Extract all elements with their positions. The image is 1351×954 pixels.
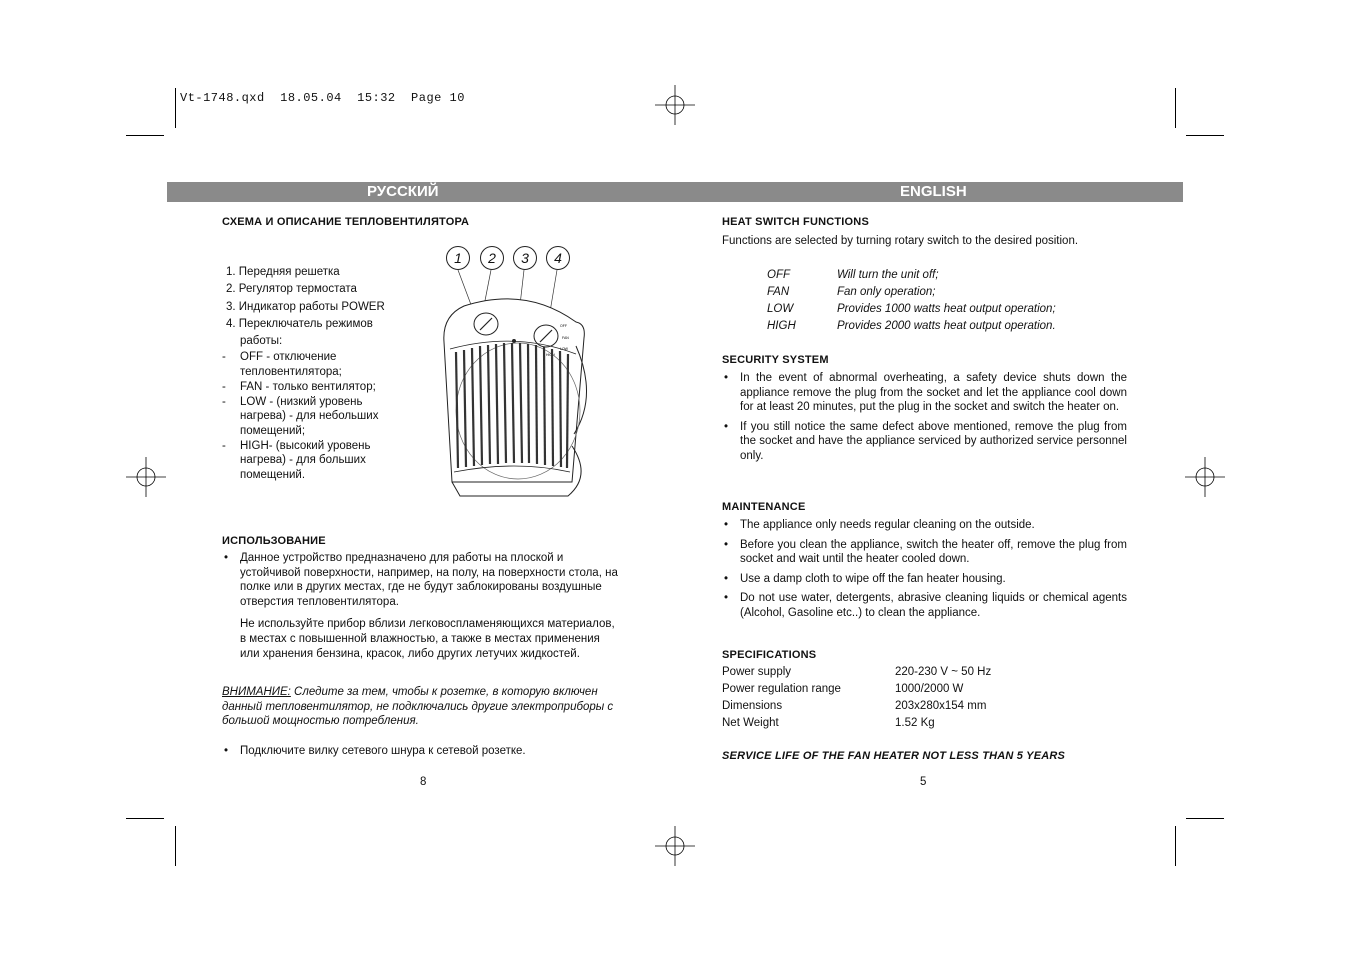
en-service-life: SERVICE LIFE OF THE FAN HEATER NOT LESS THAN 5 YEARS — [722, 750, 1066, 762]
list-item: работы: — [240, 335, 283, 348]
list-item: • The appliance only needs regular cleaning on the outside. — [722, 518, 1127, 533]
svg-text:HIGH: HIGH — [546, 353, 555, 357]
ru-warning — [222, 685, 632, 729]
list-item: - FAN - только вентилятор; — [222, 380, 400, 395]
list-item: • If you still notice the same defect above mentioned, remove the plug from the socket and have the appliance serviced by authorized service personnel only. — [722, 420, 1127, 464]
en-switch-intro: Functions are selected by turning rotary switch to the desired position. — [722, 235, 1079, 247]
table-row: Dimensions 203x280x154 mm — [722, 700, 987, 712]
list-item: • In the event of abnormal overheating, a safety device shuts down the appliance remove the plug from the socket and let the appliance cool down for at least 20 minutes, put the plug in the socket and switch the heater on. — [722, 371, 1127, 415]
warning-text: Следите за тем, чтобы к розетке, в которую включен данный тепловентилятор, не подключались другие электроприборы с большой мощностью потребления. — [222, 686, 614, 728]
en-specs-table — [722, 664, 991, 732]
ru-plug-item — [222, 744, 622, 759]
list-item: 3. Индикатор работы POWER — [226, 300, 385, 313]
registration-mark-icon — [126, 457, 166, 497]
warning-label: ВНИМАНИЕ: — [222, 686, 291, 698]
header-russian: РУССКИЙ — [367, 183, 439, 200]
table-row: Power regulation range 1000/2000 W — [722, 683, 964, 695]
ru-usage-block — [222, 551, 622, 661]
ru-usage-title: ИСПОЛЬЗОВАНИЕ — [222, 535, 326, 547]
list-item: • Before you clean the appliance, switch the heater off, remove the plug from socket and wait until the heater cooled down. — [722, 538, 1127, 567]
language-header-bar — [167, 182, 1183, 202]
en-switch-title: HEAT SWITCH FUNCTIONS — [722, 216, 869, 228]
ru-diagram-title: СХЕМА И ОПИСАНИЕ ТЕПЛОВЕНТИЛЯТОРА — [222, 216, 470, 228]
page-number-left: 8 — [420, 776, 427, 788]
print-slug: Vt-1748.qxd 18.05.04 15:32 Page 10 — [180, 91, 465, 105]
list-item: • Подключите вилку сетевого шнура к сетевой розетке. — [222, 744, 622, 759]
svg-text:OFF: OFF — [560, 324, 567, 328]
registration-mark-icon — [655, 85, 695, 125]
list-item: - HIGH- (высокий уровень нагрева) - для больших помещений. — [222, 439, 400, 483]
table-row: LOW Provides 1000 watts heat output operation; — [767, 303, 1056, 315]
ru-modes-list — [222, 350, 400, 482]
table-row: OFF Will turn the unit off; — [767, 269, 939, 281]
list-item: - LOW - (низкий уровень нагрева) - для небольших помещений; — [222, 395, 400, 439]
page-number-right: 5 — [920, 776, 927, 788]
registration-mark-icon — [655, 826, 695, 866]
svg-text:LOW: LOW — [560, 347, 568, 351]
table-row: Net Weight 1.52 Kg — [722, 717, 935, 729]
en-maintenance-title: MAINTENANCE — [722, 501, 806, 513]
callout-3: 3 — [513, 246, 537, 270]
en-security-title: SECURITY SYSTEM — [722, 354, 829, 366]
heater-diagram — [436, 246, 596, 506]
table-row: Power supply 220-230 V ~ 50 Hz — [722, 666, 992, 678]
table-row: FAN Fan only operation; — [767, 286, 936, 298]
fan-heater-icon — [436, 246, 596, 506]
callout-2: 2 — [480, 246, 504, 270]
en-security-list — [722, 371, 1127, 464]
list-item: • Данное устройство предназначено для работы на плоской и устойчивой поверхности, например, на полу, на поверхности стола, на полке или в других местах, где не будут заблокированы воздушные отверстия тепловентилятора. — [222, 551, 622, 609]
ru-usage-paragraph: Не используйте прибор вблизи легковоспламеняющихся материалов, в местах с повышенной влажностью, а также в местах применения или хранения бензина, красок, либо других летучих жидкостей. — [240, 618, 615, 660]
callout-4: 4 — [546, 246, 570, 270]
list-item: 4. Переключатель режимов — [226, 317, 373, 330]
ru-parts-list — [226, 264, 426, 350]
svg-text:FAN: FAN — [562, 336, 569, 340]
en-specs-title: SPECIFICATIONS — [722, 649, 817, 661]
header-english: ENGLISH — [900, 183, 967, 200]
table-row: HIGH Provides 2000 watts heat output operation. — [767, 320, 1056, 332]
en-maintenance-list — [722, 518, 1127, 621]
list-item: • Use a damp cloth to wipe off the fan heater housing. — [722, 572, 1127, 587]
list-item: - OFF - отключение тепловентилятора; — [222, 350, 400, 379]
en-switch-table — [767, 267, 1056, 335]
list-item: 1. Передняя решетка — [226, 266, 340, 278]
callout-1: 1 — [446, 246, 470, 270]
registration-mark-icon — [1185, 457, 1225, 497]
list-item: • Do not use water, detergents, abrasive cleaning liquids or chemical agents (Alcohol, Gasoline etc..) to clean the appliance. — [722, 591, 1127, 620]
list-item: 2. Регулятор термостата — [226, 283, 357, 296]
